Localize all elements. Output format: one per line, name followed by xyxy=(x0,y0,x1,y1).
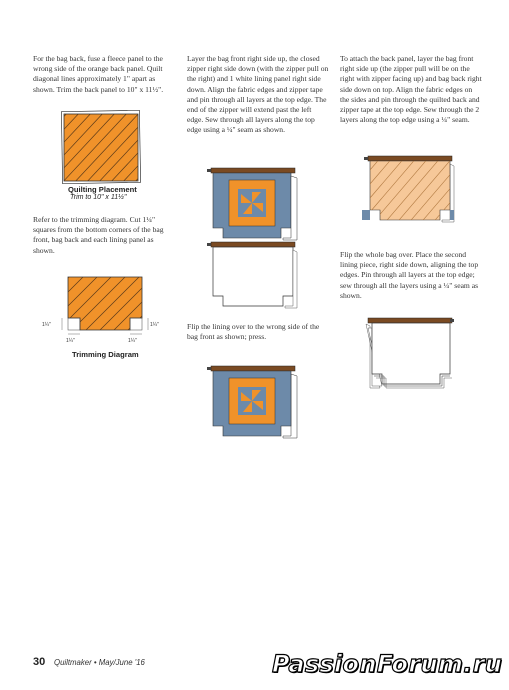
trim-dim-right-side: 1¼" xyxy=(150,322,159,328)
col1-paragraph-2 xyxy=(33,215,173,256)
quilting-placement-diagram xyxy=(60,110,142,185)
trim-dim-right-bottom: 1¼" xyxy=(128,338,137,344)
col3-paragraph-2: Flip the whole bag over. Place the second lining piece, right side down, aligning the top edges. Pin through all layers at the top edge; sew through all the layers using a ¼" seam as shown. xyxy=(340,250,479,300)
col1-paragraph-2-text: Refer to the trimming diagram. Cut 1¼" squares from the bottom corners of the bag front, bag back and each lining panel as shown. xyxy=(33,215,164,255)
col1-paragraph-1: For the bag back, fuse a fleece panel to the wrong side of the orange back panel. Quilt diagonal lines approximately 1" apart as shown. Trim the back panel to 10" x 11½". xyxy=(33,54,164,94)
trimming-diagram xyxy=(30,276,180,342)
bag-front-zipper-diagram xyxy=(205,168,305,244)
col3-paragraph-1: To attach the back panel, layer the bag front right side up (the zipper pull will be on the right with zipper facing up) and bag back right side down on top. Align the fabric edges on the sides and pin through the quilted back and zipper tape at the top edge. Sew through the 2 layers along the top edge using a ¼" seam. xyxy=(340,54,482,125)
lining-flipped-diagram xyxy=(205,366,305,442)
quilting-placement-caption: Quilting Placement xyxy=(68,185,137,194)
page-number: 30 xyxy=(33,656,46,668)
trimming-diagram-caption: Trimming Diagram xyxy=(72,350,139,359)
trim-dim-left-side: 1¼" xyxy=(42,322,51,328)
magazine-name: Quiltmaker • May/June '16 xyxy=(54,658,145,667)
watermark-text: PassionForum.ru xyxy=(272,650,503,678)
lining-sewn-diagram xyxy=(205,242,305,312)
trim-dim-left-bottom: 1¼" xyxy=(66,338,75,344)
col2-paragraph-2: Flip the lining over to the wrong side of the bag front as shown; press. xyxy=(187,322,320,342)
whole-bag-flipped-diagram xyxy=(362,318,462,392)
quilting-placement-subcaption: Trim to 10" x 11½" xyxy=(70,194,127,201)
col2-paragraph-1: Layer the bag front right side up, the closed zipper right side down (with the zipper pull on the right) and 1 white lining panel right side down. Align the fabric edges and zipper tape and pin through all layers at the top edge. The end of the zipper will extend past the left edge. Sew through all layers along the top edge using a ¼" seam as shown. xyxy=(187,54,329,135)
back-panel-layered-diagram xyxy=(362,156,462,228)
